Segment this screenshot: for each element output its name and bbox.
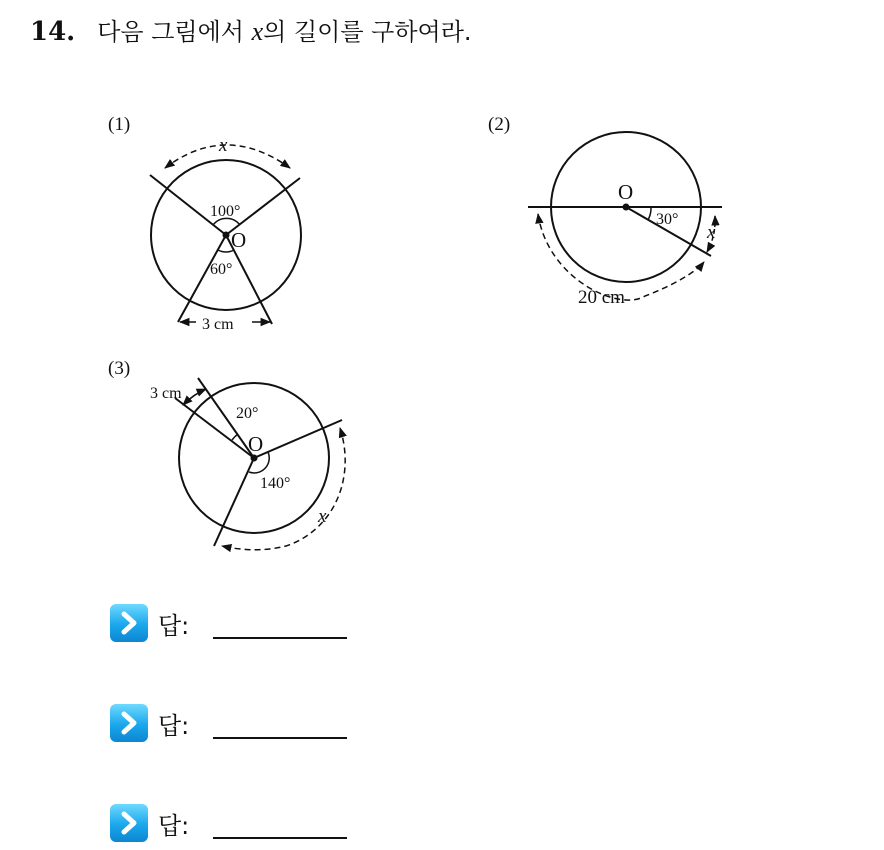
- answer-label: 답:: [158, 811, 190, 840]
- figure-3-center-label: O: [248, 432, 264, 456]
- answer-row-2: [110, 703, 189, 743]
- answer-blank[interactable]: [213, 637, 347, 639]
- chevron-right-icon: [110, 604, 148, 642]
- figure-3-arc-label: x: [318, 506, 327, 527]
- answer-row-1: [110, 603, 189, 643]
- figure-3-arc-length: 3 cm: [150, 385, 182, 402]
- figure-1-angle-top: 100°: [210, 203, 241, 220]
- question-number: 14.: [30, 17, 76, 47]
- figure-2-label: (2): [488, 114, 511, 135]
- figure-1-arc-length: 3 cm: [202, 316, 234, 333]
- question-text-after: 의 길이를 구하여라.: [263, 18, 472, 46]
- figure-3: [108, 358, 345, 550]
- figure-2-center-dot: [623, 204, 630, 211]
- chevron-right-icon: [110, 804, 148, 842]
- figure-2-angle: 30°: [656, 211, 679, 228]
- figure-1: [108, 114, 301, 333]
- figure-3-label: (3): [108, 358, 131, 379]
- figure-2-arc-length: 20 cm: [578, 287, 625, 308]
- figure-3-angle-small: 20°: [236, 405, 259, 422]
- figure-3-angle-arc-small: [232, 434, 238, 440]
- figure-1-center-dot: [223, 232, 230, 239]
- figure-2-center-label: O: [618, 180, 634, 204]
- figure-2-arc-label: x: [707, 222, 716, 243]
- figure-1-arc-x-dimension: [165, 145, 290, 168]
- chevron-right-icon: [110, 704, 148, 742]
- answer-blank[interactable]: [213, 837, 347, 839]
- figure-2-angle-arc: [648, 207, 651, 220]
- answer-blank[interactable]: [213, 737, 347, 739]
- figure-1-arc-label: x: [219, 135, 228, 156]
- question-variable: x: [251, 17, 264, 46]
- figure-1-center-label: O: [231, 228, 247, 252]
- figure-1-angle-bottom: 60°: [210, 261, 233, 278]
- question-text-before: 다음 그림에서: [97, 18, 252, 46]
- answer-label: 답:: [158, 611, 190, 640]
- figure-3-angle-large: 140°: [260, 475, 291, 492]
- answer-label: 답:: [158, 711, 190, 740]
- answer-row-3: [110, 803, 189, 843]
- figure-1-label: (1): [108, 114, 131, 135]
- figure-2: [488, 114, 722, 308]
